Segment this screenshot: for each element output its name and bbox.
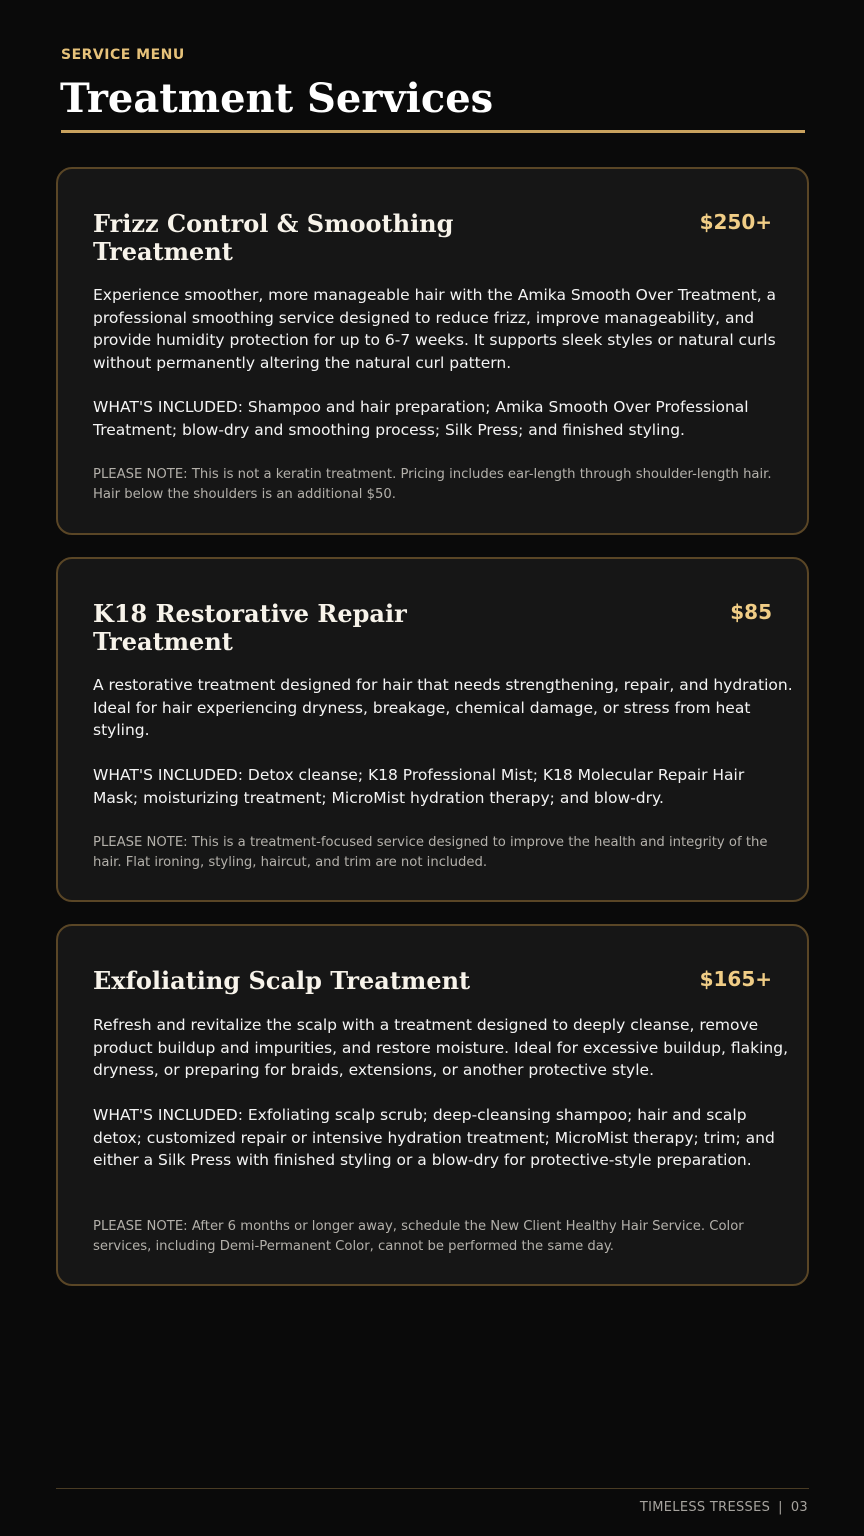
- eyebrow-label: SERVICE MENU: [61, 47, 185, 63]
- page-title: Treatment Services: [60, 75, 494, 122]
- footer: [640, 1500, 808, 1515]
- service-price: $250+: [699, 210, 772, 234]
- service-description: A restorative treatment designed for hair that needs strengthening, repair, and hydration. Ideal for hair experiencing dryness, breakage, chemical damage, or stress from heat styling.: [93, 676, 793, 739]
- service-price: $165+: [699, 967, 772, 991]
- footer-brand: TIMELESS TRESSES: [639, 1500, 771, 1515]
- service-card-scalp-treatment: [56, 924, 809, 1286]
- service-title: K18 Restorative Repair Treatment: [93, 599, 407, 656]
- title-divider: [61, 130, 805, 133]
- service-description: Experience smoother, more manageable hair with the Amika Smooth Over Treatment, a professional smoothing service designed to reduce frizz, improve manageability, and provide humidity protection for up to 6-7 weeks. It supports sleek styles or natural curls without permanently altering the natural curl pattern.: [93, 286, 777, 372]
- service-note: PLEASE NOTE: After 6 months or longer away, schedule the New Client Healthy Hair Service. Color services, including Demi-Permanent Color, cannot be performed the same day.: [93, 1219, 744, 1254]
- service-title: Frizz Control & Smoothing Treatment: [93, 209, 454, 266]
- service-note: PLEASE NOTE: This is not a keratin treatment. Pricing includes ear-length through shoulder-length hair. Hair below the shoulders is an additional $50.: [93, 467, 772, 502]
- service-title: Exfoliating Scalp Treatment: [93, 966, 471, 995]
- service-card-k18-repair: [56, 557, 809, 902]
- service-included: WHAT'S INCLUDED: Detox cleanse; K18 Professional Mist; K18 Molecular Repair Hair Mask; moisturizing treatment; MicroMist hydration therapy; and blow-dry.: [93, 766, 745, 807]
- footer-divider: [56, 1488, 809, 1489]
- service-included: WHAT'S INCLUDED: Shampoo and hair preparation; Amika Smooth Over Professional Treatment; blow-dry and smoothing process; Silk Press; and finished styling.: [93, 398, 749, 439]
- service-description: Refresh and revitalize the scalp with a treatment designed to deeply cleanse, remove product buildup and impurities, and restore moisture. Ideal for excessive buildup, flaking, dryness, or preparing for braids, extensions, or another protective style.: [93, 1016, 789, 1079]
- service-card-frizz-control: [56, 167, 809, 535]
- footer-separator: |: [778, 1500, 783, 1515]
- service-price: $85: [730, 600, 772, 624]
- page-number: 03: [790, 1500, 808, 1515]
- service-included: WHAT'S INCLUDED: Exfoliating scalp scrub; deep-cleansing shampoo; hair and scalp detox; customized repair or intensive hydration treatment; MicroMist therapy; trim; and either a Silk Press with finished styling or a blow-dry for protective-style preparation.: [93, 1106, 775, 1169]
- service-note: PLEASE NOTE: This is a treatment-focused service designed to improve the health and integrity of the hair. Flat ironing, styling, haircut, and trim are not included.: [93, 835, 768, 870]
